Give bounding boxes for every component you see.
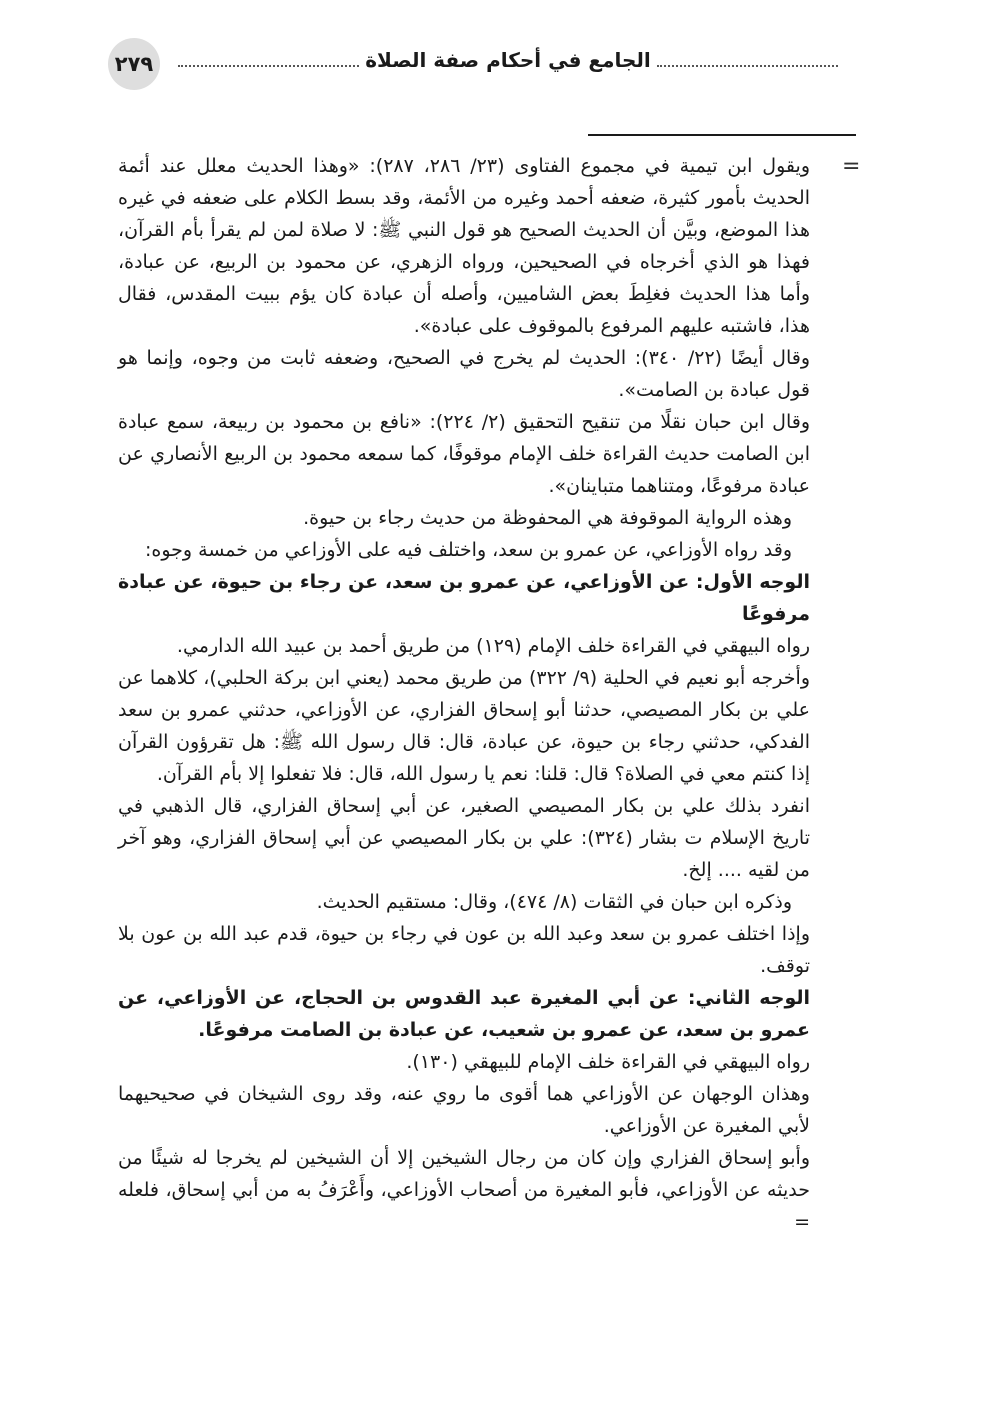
footnote-continuation-marker: = [842,154,861,179]
paragraph-bayhaqi-130: رواه البيهقي في القراءة خلف الإمام للبيهقي (١٣٠). [406,1051,810,1073]
footnote-separator [588,134,856,136]
paragraph-abu-ishaq: وأبو إسحاق الفزاري وإن كان من رجال الشيخين إلا أن الشيخين لم يخرجا له شيئًا من حديثه عن الأوزاعي، فأبو المغيرة من أصحاب الأوزاعي، وأَعْرَفُ به من أبي إسحاق، فلعله = [118,1147,810,1233]
book-title: الجامع في أحكام صفة الصلاة [365,48,651,72]
running-header [172,48,844,72]
paragraph-khamsa-wujuh: وقد رواه الأوزاعي، عن عمرو بن سعد، واختلف فيه على الأوزاعي من خمسة وجوه: [145,539,792,561]
heading-second-way: الوجه الثاني: عن أبي المغيرة عبد القدوس بن الحجاج، عن الأوزاعي، عن عمرو بن سعد، عن عمرو بن شعيب، عن عبادة بن الصامت مرفوعًا. [118,987,810,1041]
heading-first-way: الوجه الأول: عن الأوزاعي، عن عمرو بن سعد، عن رجاء بن حيوة، عن عبادة مرفوعًا [118,571,810,625]
paragraph-mahfuza: وهذه الرواية الموقوفة هي المحفوظة من حديث رجاء بن حيوة. [303,507,792,529]
paragraph-abu-nuaym: وأخرجه أبو نعيم في الحلية (٩/ ٣٢٢) من طريق محمد (يعني ابن بركة الحلبي)، كلاهما عن علي بن بكار المصيصي، حدثنا أبو إسحاق الفزاري، عن الأوزاعي، حدثني عمرو بن سعد الفدكي، حدثني رجاء بن حيوة، عن عبادة، قال: قال رسول الله ﷺ: هل تقرؤون القرآن إذا كنتم معي في الصلاة؟ قال: قلنا: نعم يا رسول الله، قال: فلا تفعلوا إلا بأم القرآن. [118,667,810,785]
page-number: ٢٧٩ [108,38,160,90]
paragraph-qala-aydan: وقال أيضًا (٢٢/ ٣٤٠): الحديث لم يخرج في الصحيح، وضعفه ثابت من وجوه، وإنما هو قول عبادة بن الصامت». [118,347,810,401]
leader-dots-left [178,65,359,67]
paragraph-thiqat: وذكره ابن حبان في الثقات (٨/ ٤٧٤)، وقال: مستقيم الحديث. [316,891,792,913]
paragraph-ibn-taymiyya: ويقول ابن تيمية في مجموع الفتاوى (٢٣/ ٢٨٦، ٢٨٧): «وهذا الحديث معلل عند أئمة الحديث بأمور كثيرة، ضعفه أحمد وغيره من الأئمة، وقد بسط الكلام على ضعفه في غيره هذا الموضع، وبيَّن أن الحديث الصحيح هو قول النبي ﷺ: لا صلاة لمن لم يقرأ بأم القرآن، فهذا هو الذي أخرجاه في الصحيحين، ورواه الزهري، عن محمود بن الربيع، عن عبادة، وأما هذا الحديث فغلِطَ بعض الشاميين، وأصله أن عبادة كان يؤم ببيت المقدس، فقال هذا، فاشتبه عليهم المرفوع بالموقوف على عبادة». [118,155,810,337]
leader-dots-right [657,65,838,67]
page-header [104,36,844,98]
paragraph-bayhaqi-129: رواه البيهقي في القراءة خلف الإمام (١٢٩) من طريق أحمد بن عبيد الله الدارمي. [176,635,810,657]
paragraph-ibn-hibban: وقال ابن حبان نقلًا من تنقيح التحقيق (٢/ ٢٢٤): «نافع بن محمود بن ربيعة، سمع عبادة ابن الصامت حديث القراءة خلف الإمام موقوفًا، كما سمعه محمود بن الربيع الأنصاري عن عبادة مرفوعًا، ومتناهما متباينان». [118,411,811,497]
footnote-body [118,150,810,1238]
paragraph-ikhtalafa: وإذا اختلف عمرو بن سعد وعبد الله بن عون في رجاء بن حيوة، قدم عبد الله بن عون بلا توقف. [118,923,810,977]
paragraph-hathan-alwajhan: وهذان الوجهان عن الأوزاعي هما أقوى ما روي عنه، وقد روى الشيخان في صحيحيهما لأبي المغيرة عن الأوزاعي. [118,1083,810,1137]
paragraph-infarada: انفرد بذلك علي بن بكار المصيصي الصغير، عن أبي إسحاق الفزاري، قال الذهبي في تاريخ الإسلام ت بشار (٣٢٤): علي بن بكار المصيصي عن أبي إسحاق الفزاري، وهو آخر من لقيه .... إلخ. [118,795,810,881]
